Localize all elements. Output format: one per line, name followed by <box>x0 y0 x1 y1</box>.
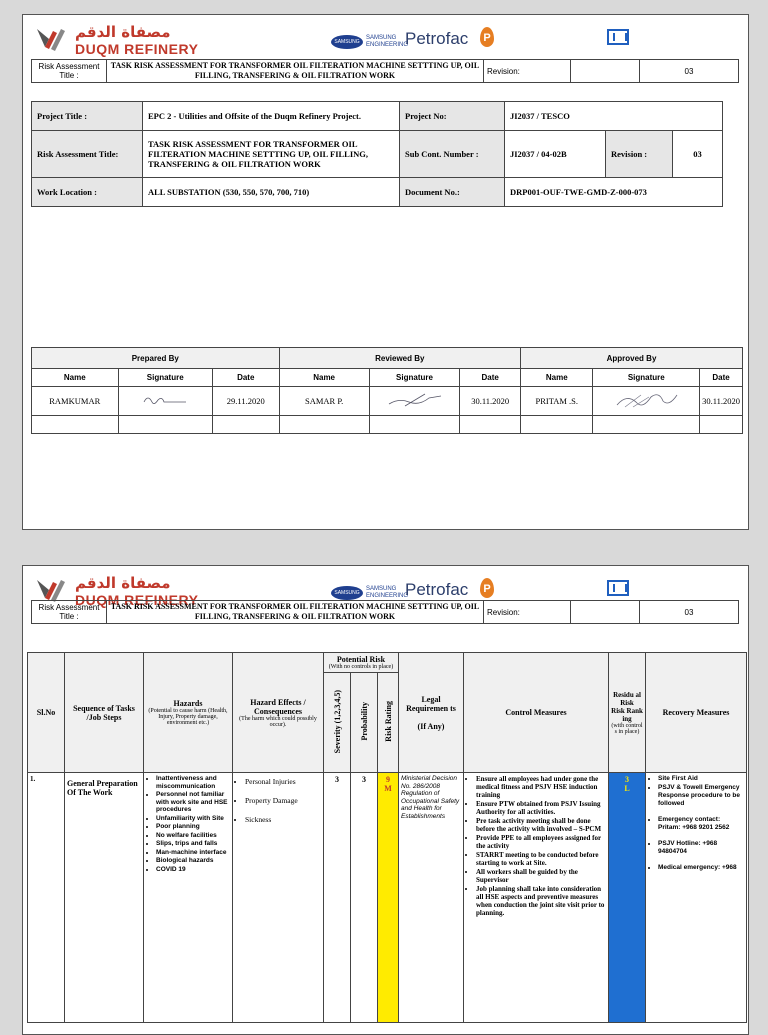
client-logo-icon <box>607 580 629 596</box>
petrofac-logo: Petrofac <box>405 29 469 48</box>
ra-title-value-2: TASK RISK ASSESSMENT FOR TRANSFORMER OIL FILTERATION MACHINE SETTTING UP, OIL FILLING, TRANSFERING & OIL FILTRATION WORK <box>143 131 400 178</box>
col-hazards-sub: (Potential to cause harm (Health, Injury, Property damage, environment etc.) <box>148 708 228 726</box>
project-info-table <box>31 101 723 207</box>
work-location-value: ALL SUBSTATION (530, 550, 570, 700, 710) <box>143 178 400 207</box>
row-severity: 3 <box>324 773 351 1023</box>
col-slno: Sl.No <box>28 653 65 773</box>
ra-title-label-2: Risk Assessment Title: <box>32 131 143 178</box>
row-residual <box>609 773 646 1023</box>
col-risk-rating <box>378 673 399 773</box>
list-item: • Man-machine interface <box>156 849 230 857</box>
row-recovery <box>646 773 747 1023</box>
revision-value: 03 <box>640 60 739 83</box>
prepared-by-header: Prepared By <box>32 348 280 369</box>
controls-list <box>466 775 606 917</box>
reviewed-name: SAMAR P. <box>279 387 369 416</box>
samsung-oval-icon: SAMSUNG <box>331 586 363 600</box>
signoff-table <box>31 347 743 434</box>
title-block <box>31 59 739 83</box>
col-effects <box>233 653 324 773</box>
approved-date-col: Date <box>700 369 743 387</box>
col-potential-risk-sub: (With no controls in place) <box>328 664 394 670</box>
list-item: • Unfamiliarity with Site <box>156 815 230 823</box>
samsung-line2: ENGINEERING <box>366 593 409 600</box>
work-location-label: Work Location : <box>32 178 143 207</box>
row-hazards <box>144 773 233 1023</box>
samsung-line2: ENGINEERING <box>366 42 409 49</box>
petrofac-drop-icon: P <box>480 27 494 47</box>
row-legal: Ministerial Decision No. 286/2008 Regulation of Occupational Safety and Health for Establishments <box>399 773 464 1023</box>
list-item: • Job planning shall take into consideration all HSE aspects and preventive measures when conduction the joint site visit prior to planning. <box>476 885 606 917</box>
signature-scribble-icon <box>611 389 681 411</box>
project-title-label: Project Title : <box>32 102 143 131</box>
col-hazards <box>144 653 233 773</box>
arabic-company-name: مصفاة الدقم <box>75 574 171 592</box>
col-severity-title: Severity <box>332 725 342 754</box>
reviewed-signature-col: Signature <box>369 369 460 387</box>
col-residual <box>609 653 646 773</box>
empty-cell <box>118 416 212 434</box>
col-residual-title: Residu al Risk <box>613 690 641 707</box>
petrofac-drop-icon: P <box>480 578 494 598</box>
empty-cell <box>700 416 743 434</box>
sub-cont-label: Sub Cont. Number : <box>400 131 505 178</box>
reviewed-by-header: Reviewed By <box>279 348 520 369</box>
row-effects <box>233 773 324 1023</box>
approved-name-col: Name <box>521 369 593 387</box>
row-controls <box>464 773 609 1023</box>
revision-label: Revision: <box>484 60 571 83</box>
samsung-line1: SAMSUNG <box>366 586 397 593</box>
col-residual-sub: (with control s in place) <box>611 722 643 735</box>
list-item: • Personal Injuries <box>245 777 321 786</box>
client-logo-icon <box>607 29 629 45</box>
ra-title: TASK RISK ASSESSMENT FOR TRANSFORMER OIL FILTERATION MACHINE SETTTING UP, OIL FILLING, TRANSFERING & OIL FILTRATION WORK <box>107 60 484 83</box>
approved-signature <box>593 387 700 416</box>
doc-no-value: DRP001-OUF-TWE-GMD-Z-000-073 <box>505 178 723 207</box>
col-residual-rank: Risk Rank ing <box>611 706 643 723</box>
revision-cell <box>606 131 723 178</box>
list-item: • PSJV & Towell Emergency Response procedure to be followed <box>658 784 744 808</box>
sub-cont-value: JI2037 / 04-02B <box>505 131 606 178</box>
col-sequence: Sequence of Tasks /Job Steps <box>65 653 144 773</box>
prepared-name: RAMKUMAR <box>32 387 119 416</box>
empty-cell <box>32 416 119 434</box>
revision-blank <box>571 601 640 624</box>
ra-title-label: Risk Assessment Title : <box>32 601 107 624</box>
title-block <box>31 600 739 624</box>
list-item: • Poor planning <box>156 823 230 831</box>
residual-rating-level: L <box>624 784 630 793</box>
col-legal-title: Legal Requiremen ts <box>406 694 456 713</box>
samsung-oval-icon: SAMSUNG <box>331 35 363 49</box>
list-item: • Provide PPE to all employees assigned for the activity <box>476 834 606 850</box>
petrofac-logo: Petrofac <box>405 580 469 599</box>
signature-scribble-icon <box>385 390 445 410</box>
recovery-list <box>648 775 744 872</box>
list-item: • Sickness <box>245 815 321 824</box>
list-item: • Site First Aid <box>658 775 744 783</box>
empty-cell <box>279 416 369 434</box>
prepared-name-col: Name <box>32 369 119 387</box>
ra-title-label: Risk Assessment Title : <box>32 60 107 83</box>
revision-blank <box>571 60 640 83</box>
risk-rating-value: 9 <box>386 775 390 784</box>
risk-assessment-table <box>27 652 747 1023</box>
col-recovery: Recovery Measures <box>646 653 747 773</box>
approved-date: 30.11.2020 <box>700 387 743 416</box>
samsung-line1: SAMSUNG <box>366 35 397 42</box>
row-probability: 3 <box>351 773 378 1023</box>
approved-signature-col: Signature <box>593 369 700 387</box>
company-name: DUQM REFINERY <box>75 41 199 57</box>
col-control: Control Measures <box>464 653 609 773</box>
col-potential-risk <box>324 653 399 673</box>
list-item: • STARRT meeting to be conducted before starting to work at Site. <box>476 851 606 867</box>
empty-cell <box>593 416 700 434</box>
company-name: DUQM REFINERY <box>75 592 199 608</box>
residual-rating-value: 3 <box>625 775 629 784</box>
col-legal <box>399 653 464 773</box>
project-title-value: EPC 2 - Utilities and Offsite of the Duqm Refinery Project. <box>143 102 400 131</box>
document-page-cover <box>22 14 749 530</box>
revision-value: 03 <box>640 601 739 624</box>
list-item: • Inattentiveness and miscommunication <box>156 775 230 790</box>
effects-list <box>235 777 321 824</box>
project-no-value: JI2037 / TESCO <box>505 102 723 131</box>
list-item: • Pre task activity meeting shall be done before the activity with involved – S-PCM <box>476 817 606 833</box>
risk-rating-level: M <box>384 784 392 793</box>
prepared-signature <box>118 387 212 416</box>
reviewed-signature <box>369 387 460 416</box>
empty-cell <box>521 416 593 434</box>
table-row <box>28 773 747 1023</box>
hazards-list <box>146 775 230 873</box>
list-item: • Personnel not familiar with work site and HSE procedures <box>156 791 230 814</box>
list-item: • Emergency contact: Pritam: +968 9201 2562 <box>658 816 744 832</box>
prepared-date: 29.11.2020 <box>212 387 279 416</box>
prepared-date-col: Date <box>212 369 279 387</box>
list-item: • Biological hazards <box>156 857 230 865</box>
revision-value-2: 03 <box>693 149 702 159</box>
col-risk-rating-title: Risk Rating <box>383 701 393 742</box>
duqm-logo-icon <box>35 25 69 53</box>
list-item: • PSJV Hotline: +968 94804704 <box>658 840 744 856</box>
approved-name: PRITAM .S. <box>521 387 593 416</box>
ra-title: TASK RISK ASSESSMENT FOR TRANSFORMER OIL FILTERATION MACHINE SETTTING UP, OIL FILLING, TRANSFERING & OIL FILTRATION WORK <box>107 601 484 624</box>
col-probability <box>351 673 378 773</box>
signature-scribble-icon <box>140 392 190 408</box>
list-item: • All workers shall be guided by the Supervisor <box>476 868 606 884</box>
col-effects-sub: (The harm which could possibly occur). <box>239 715 317 728</box>
row-slno: 1. <box>28 773 65 1023</box>
reviewed-date: 30.11.2020 <box>460 387 521 416</box>
row-risk-rating <box>378 773 399 1023</box>
list-item: • Ensure all employees had under gone the medical fitness and PSJV HSE induction training <box>476 775 606 799</box>
list-item: • Ensure PTW obtained from PSJV Issuing Authority for all activities. <box>476 800 606 816</box>
empty-cell <box>460 416 521 434</box>
empty-cell <box>212 416 279 434</box>
col-hazards-title: Hazards <box>173 699 203 708</box>
col-severity-scale: (1,2,3,4,5) <box>332 689 342 724</box>
col-effects-title: Hazard Effects / Consequences <box>250 697 306 716</box>
samsung-logo <box>331 33 408 51</box>
doc-no-label: Document No.: <box>400 178 505 207</box>
list-item: • Property Damage <box>245 796 321 805</box>
empty-cell <box>369 416 460 434</box>
col-probability-title: Probability <box>359 702 369 741</box>
prepared-signature-col: Signature <box>118 369 212 387</box>
row-sequence: General Preparation Of The Work <box>65 773 144 1023</box>
project-no-label: Project No: <box>400 102 505 131</box>
revision-label-2: Revision : <box>606 131 673 177</box>
revision-label: Revision: <box>484 601 571 624</box>
approved-by-header: Approved By <box>521 348 743 369</box>
col-legal-sub: (If Any) <box>417 721 445 731</box>
reviewed-date-col: Date <box>460 369 521 387</box>
document-page-risk-table <box>22 565 749 1035</box>
col-potential-risk-title: Potential Risk <box>336 655 386 664</box>
list-item: • Medical emergency: +968 <box>658 864 744 872</box>
list-item: • COVID 19 <box>156 866 230 874</box>
reviewed-name-col: Name <box>279 369 369 387</box>
list-item: • Slips, trips and falls <box>156 840 230 848</box>
list-item: • No welfare facilities <box>156 832 230 840</box>
col-severity <box>324 673 351 773</box>
arabic-company-name: مصفاة الدقم <box>75 23 171 41</box>
